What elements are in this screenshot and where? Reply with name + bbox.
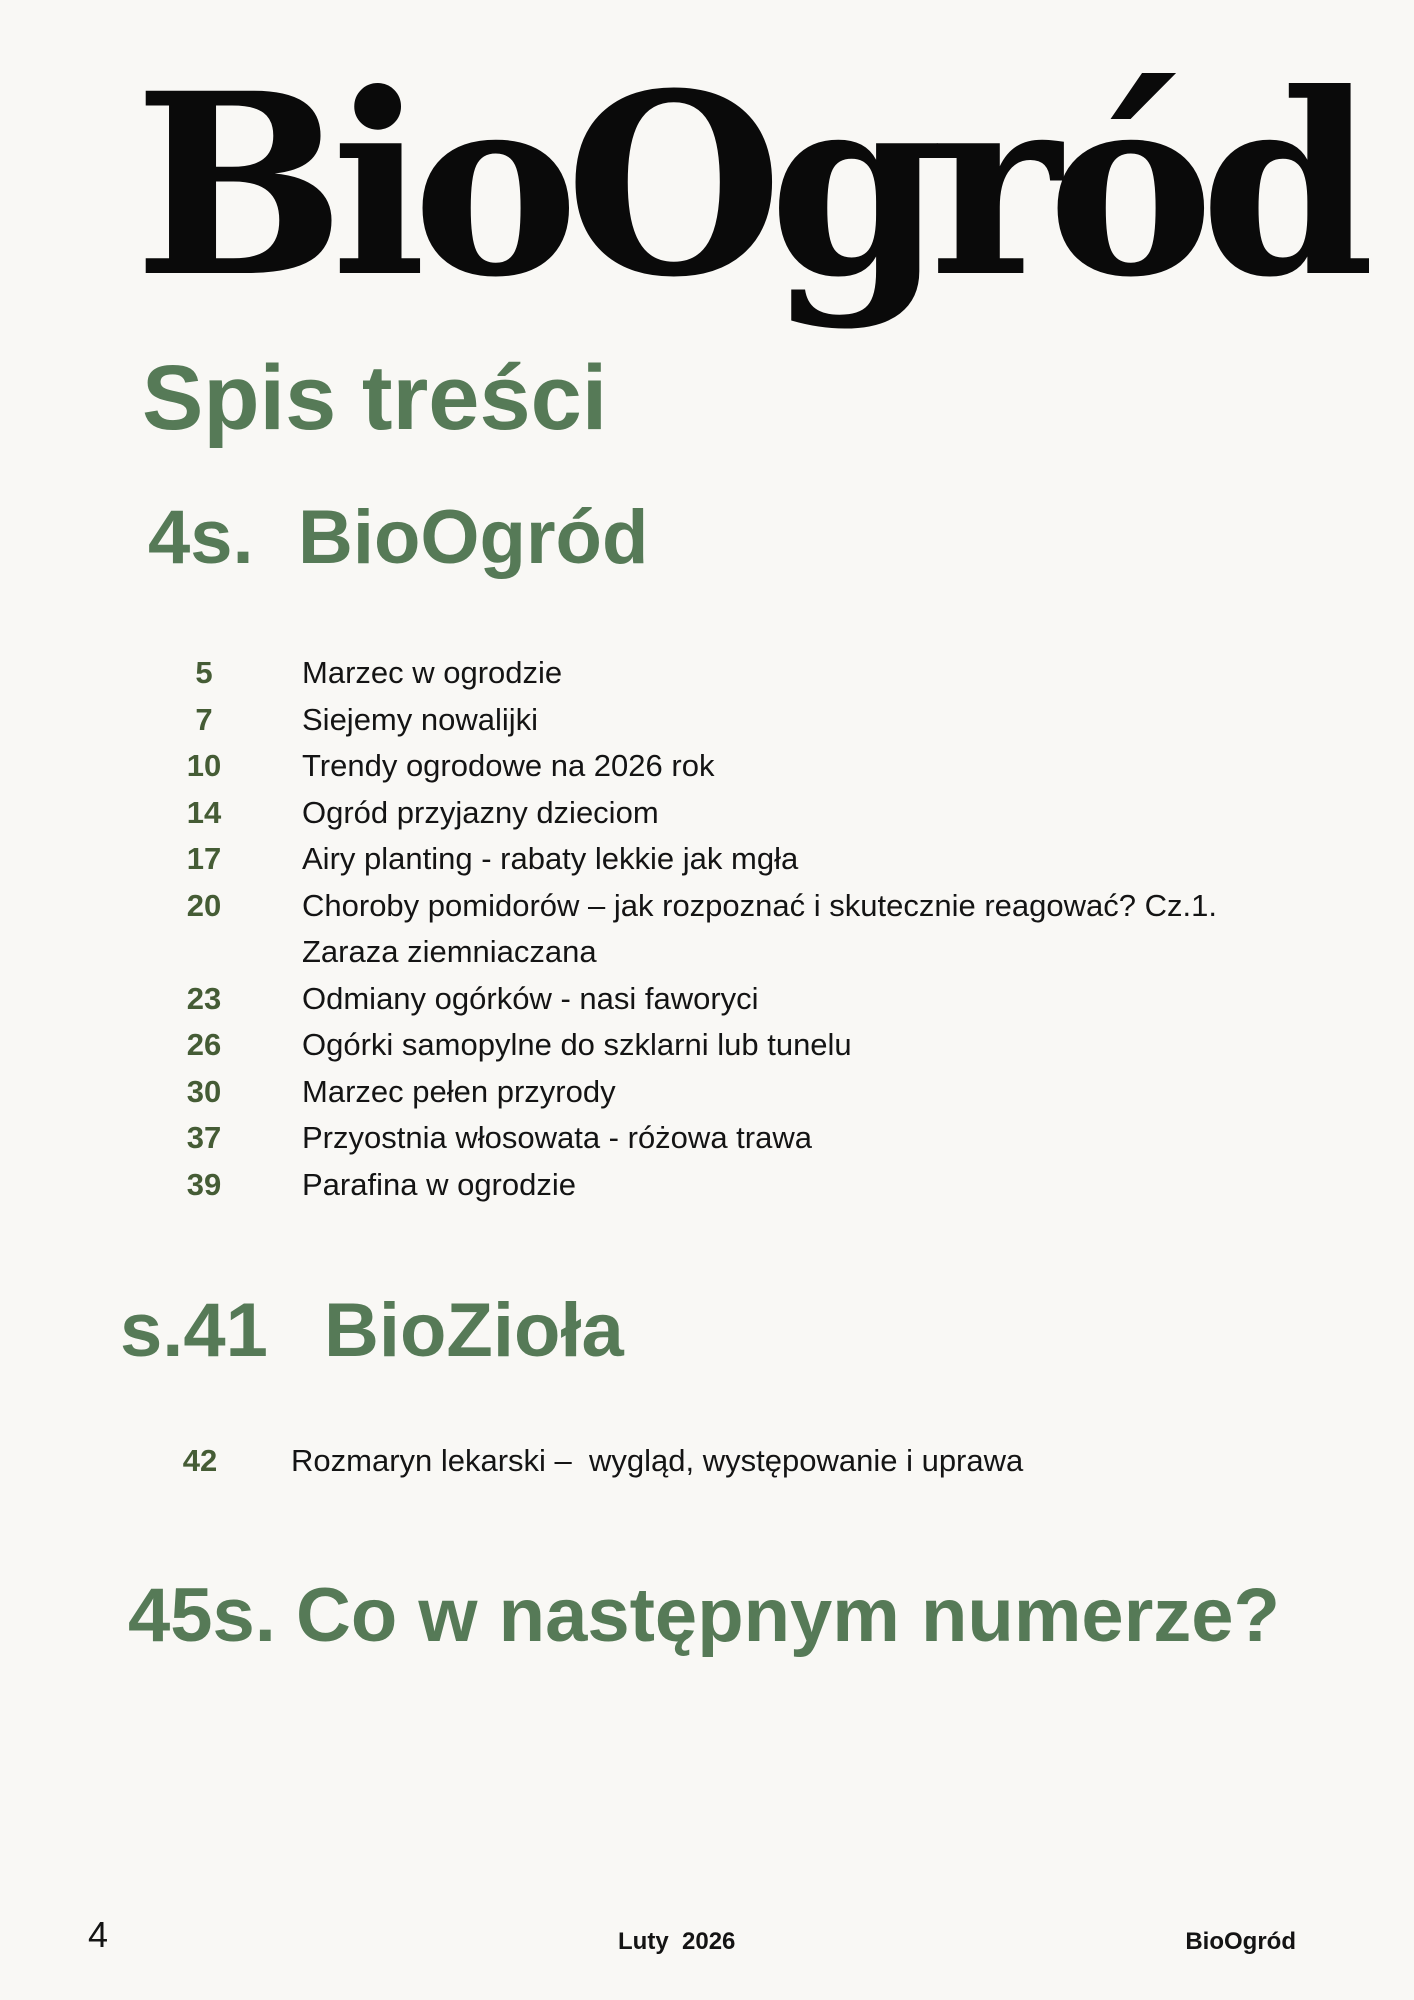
section-heading-bioogrod[interactable] — [0, 495, 1414, 580]
magazine-masthead: BioOgród — [134, 38, 1361, 332]
entry-page-number: 23 — [186, 980, 222, 1016]
toc-entry[interactable] — [0, 1022, 1414, 1069]
entry-page-number: 30 — [186, 1073, 222, 1109]
entry-title-continuation: Zaraza ziemniaczana — [302, 934, 597, 969]
toc-entry[interactable] — [0, 1115, 1414, 1162]
section-title: Co w następnym numerze? — [296, 1573, 1280, 1658]
toc-entry[interactable] — [0, 836, 1414, 883]
entry-title: Choroby pomidorów – jak rozpoznać i skutecznie reagować? Cz.1. — [302, 887, 1217, 923]
section-title: BioZioła — [324, 1288, 624, 1373]
footer-page-number: 4 — [88, 1914, 109, 1955]
toc-entry[interactable] — [0, 650, 1414, 697]
section-title: BioOgród — [298, 495, 649, 580]
entry-title: Marzec w ogrodzie — [302, 655, 563, 690]
entry-page-number: 39 — [186, 1166, 222, 1202]
entry-page-number: 7 — [195, 701, 213, 737]
entry-page-number: 17 — [186, 841, 222, 876]
toc-entry[interactable] — [0, 976, 1414, 1023]
toc-entry[interactable] — [0, 1438, 1414, 1485]
entry-title: Rozmaryn lekarski – wygląd, występowanie i uprawa — [291, 1443, 1024, 1478]
toc-entry[interactable] — [0, 697, 1414, 744]
table-of-contents-title: Spis treści — [142, 347, 608, 449]
section-heading-bioziola[interactable] — [0, 1288, 1414, 1373]
entry-title: Ogórki samopylne do szklarni lub tunelu — [302, 1027, 852, 1062]
footer-issue-date: Luty 2026 — [618, 1928, 736, 1955]
footer-brand: BioOgród — [1185, 1928, 1296, 1955]
entry-page-number: 10 — [186, 748, 222, 783]
entry-title: Airy planting - rabaty lekkie jak mgła — [302, 841, 799, 876]
entry-title: Parafina w ogrodzie — [302, 1166, 576, 1202]
entry-page-number: 37 — [186, 1120, 222, 1155]
toc-entry[interactable] — [0, 743, 1414, 790]
entry-page-number: 42 — [182, 1443, 218, 1478]
toc-entry[interactable] — [0, 1162, 1414, 1209]
section-page-number: s.41 — [120, 1288, 268, 1373]
entry-title: Przyostnia włosowata - różowa trawa — [302, 1120, 812, 1155]
section-heading-next-issue[interactable] — [0, 1573, 1414, 1658]
toc-entry[interactable] — [0, 790, 1414, 837]
toc-entry[interactable] — [0, 883, 1414, 976]
section-entries-list — [0, 650, 1414, 1208]
entry-page-number: 20 — [186, 887, 222, 923]
entry-title: Siejemy nowalijki — [302, 701, 539, 737]
entry-title: Marzec pełen przyrody — [302, 1073, 616, 1109]
entry-page-number: 5 — [195, 655, 213, 690]
section-entries-list — [0, 1438, 1414, 1485]
entry-page-number: 26 — [186, 1027, 222, 1062]
section-page-number: 4s. — [148, 495, 254, 580]
entry-title: Ogród przyjazny dzieciom — [302, 794, 659, 830]
section-page-number: 45s. — [128, 1573, 276, 1658]
toc-entry[interactable] — [0, 1069, 1414, 1116]
entry-page-number: 14 — [186, 794, 222, 830]
entry-title: Odmiany ogórków - nasi faworyci — [302, 980, 759, 1016]
entry-title: Trendy ogrodowe na 2026 rok — [302, 748, 715, 783]
